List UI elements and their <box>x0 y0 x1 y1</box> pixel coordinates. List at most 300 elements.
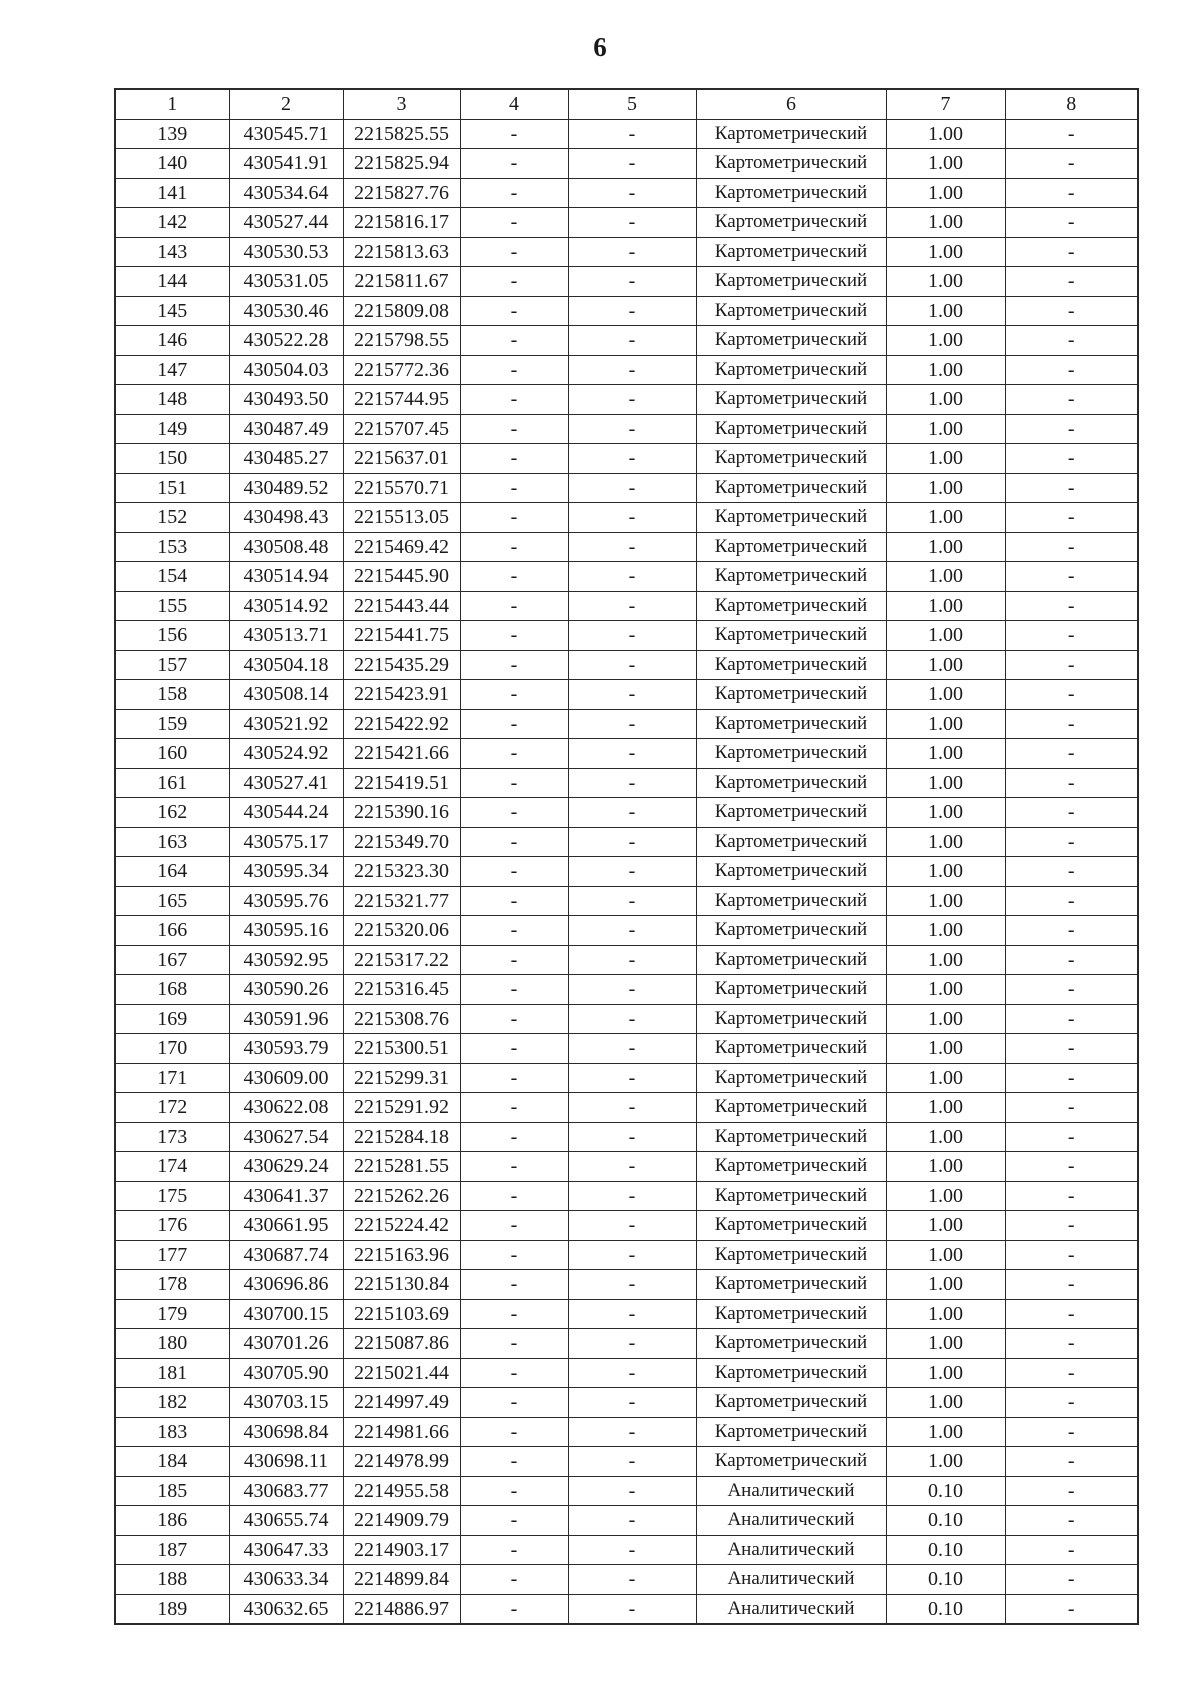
x-coordinate-cell: 430575.17 <box>229 827 343 857</box>
x-coordinate-cell: 430514.94 <box>229 562 343 592</box>
col8-cell: - <box>1005 650 1138 680</box>
col5-cell: - <box>568 473 696 503</box>
table-row <box>115 355 1138 385</box>
point-number-cell: 186 <box>115 1506 229 1536</box>
accuracy-cell: 1.00 <box>886 945 1005 975</box>
table-row <box>115 1122 1138 1152</box>
point-number-cell: 142 <box>115 208 229 238</box>
method-cell: Картометрический <box>696 385 886 415</box>
col5-cell: - <box>568 709 696 739</box>
x-coordinate-cell: 430534.64 <box>229 178 343 208</box>
method-cell: Картометрический <box>696 178 886 208</box>
table-row <box>115 1476 1138 1506</box>
method-cell: Картометрический <box>696 1447 886 1477</box>
accuracy-cell: 1.00 <box>886 886 1005 916</box>
y-coordinate-cell: 2215813.63 <box>343 237 460 267</box>
accuracy-cell: 1.00 <box>886 414 1005 444</box>
method-cell: Картометрический <box>696 1329 886 1359</box>
col5-cell: - <box>568 414 696 444</box>
col8-cell: - <box>1005 503 1138 533</box>
point-number-cell: 140 <box>115 149 229 179</box>
col8-cell: - <box>1005 385 1138 415</box>
col8-cell: - <box>1005 1240 1138 1270</box>
x-coordinate-cell: 430629.24 <box>229 1152 343 1182</box>
col5-cell: - <box>568 1240 696 1270</box>
y-coordinate-cell: 2215291.92 <box>343 1093 460 1123</box>
x-coordinate-cell: 430530.53 <box>229 237 343 267</box>
col4-cell: - <box>460 178 568 208</box>
point-number-cell: 164 <box>115 857 229 887</box>
x-coordinate-cell: 430627.54 <box>229 1122 343 1152</box>
y-coordinate-cell: 2215772.36 <box>343 355 460 385</box>
method-cell: Картометрический <box>696 267 886 297</box>
x-coordinate-cell: 430703.15 <box>229 1388 343 1418</box>
column-header: 8 <box>1005 89 1138 119</box>
accuracy-cell: 1.00 <box>886 1299 1005 1329</box>
x-coordinate-cell: 430522.28 <box>229 326 343 356</box>
page-number: 6 <box>593 32 607 62</box>
x-coordinate-cell: 430489.52 <box>229 473 343 503</box>
y-coordinate-cell: 2215087.86 <box>343 1329 460 1359</box>
col4-cell: - <box>460 385 568 415</box>
table-row <box>115 1417 1138 1447</box>
col8-cell: - <box>1005 768 1138 798</box>
point-number-cell: 170 <box>115 1034 229 1064</box>
y-coordinate-cell: 2215419.51 <box>343 768 460 798</box>
col4-cell: - <box>460 1299 568 1329</box>
coordinates-table <box>114 88 1139 1625</box>
table-row <box>115 414 1138 444</box>
method-cell: Картометрический <box>696 591 886 621</box>
col5-cell: - <box>568 857 696 887</box>
x-coordinate-cell: 430683.77 <box>229 1476 343 1506</box>
method-cell: Картометрический <box>696 237 886 267</box>
point-number-cell: 189 <box>115 1594 229 1624</box>
accuracy-cell: 1.00 <box>886 119 1005 149</box>
col4-cell: - <box>460 1034 568 1064</box>
col5-cell: - <box>568 975 696 1005</box>
col5-cell: - <box>568 237 696 267</box>
col4-cell: - <box>460 208 568 238</box>
col5-cell: - <box>568 591 696 621</box>
method-cell: Картометрический <box>696 532 886 562</box>
x-coordinate-cell: 430592.95 <box>229 945 343 975</box>
table-row <box>115 1299 1138 1329</box>
x-coordinate-cell: 430493.50 <box>229 385 343 415</box>
point-number-cell: 145 <box>115 296 229 326</box>
table-row <box>115 532 1138 562</box>
table-row <box>115 1093 1138 1123</box>
x-coordinate-cell: 430687.74 <box>229 1240 343 1270</box>
method-cell: Картометрический <box>696 1417 886 1447</box>
point-number-cell: 153 <box>115 532 229 562</box>
accuracy-cell: 1.00 <box>886 1329 1005 1359</box>
x-coordinate-cell: 430632.65 <box>229 1594 343 1624</box>
accuracy-cell: 1.00 <box>886 385 1005 415</box>
accuracy-cell: 1.00 <box>886 473 1005 503</box>
table-row <box>115 267 1138 297</box>
table-row <box>115 503 1138 533</box>
col5-cell: - <box>568 296 696 326</box>
accuracy-cell: 1.00 <box>886 857 1005 887</box>
col5-cell: - <box>568 1063 696 1093</box>
table-row <box>115 1594 1138 1624</box>
point-number-cell: 168 <box>115 975 229 1005</box>
accuracy-cell: 1.00 <box>886 1447 1005 1477</box>
point-number-cell: 178 <box>115 1270 229 1300</box>
col4-cell: - <box>460 798 568 828</box>
y-coordinate-cell: 2215469.42 <box>343 532 460 562</box>
col8-cell: - <box>1005 1417 1138 1447</box>
x-coordinate-cell: 430655.74 <box>229 1506 343 1536</box>
x-coordinate-cell: 430698.84 <box>229 1417 343 1447</box>
method-cell: Картометрический <box>696 650 886 680</box>
col5-cell: - <box>568 326 696 356</box>
col4-cell: - <box>460 296 568 326</box>
table-row <box>115 886 1138 916</box>
table-row <box>115 1004 1138 1034</box>
y-coordinate-cell: 2215321.77 <box>343 886 460 916</box>
y-coordinate-cell: 2215423.91 <box>343 680 460 710</box>
col4-cell: - <box>460 591 568 621</box>
col4-cell: - <box>460 916 568 946</box>
accuracy-cell: 0.10 <box>886 1535 1005 1565</box>
y-coordinate-cell: 2215827.76 <box>343 178 460 208</box>
method-cell: Картометрический <box>696 503 886 533</box>
col8-cell: - <box>1005 1594 1138 1624</box>
col4-cell: - <box>460 739 568 769</box>
y-coordinate-cell: 2214903.17 <box>343 1535 460 1565</box>
accuracy-cell: 0.10 <box>886 1565 1005 1595</box>
x-coordinate-cell: 430622.08 <box>229 1093 343 1123</box>
method-cell: Картометрический <box>696 562 886 592</box>
table-row <box>115 237 1138 267</box>
accuracy-cell: 1.00 <box>886 1152 1005 1182</box>
accuracy-cell: 1.00 <box>886 739 1005 769</box>
accuracy-cell: 1.00 <box>886 444 1005 474</box>
y-coordinate-cell: 2215570.71 <box>343 473 460 503</box>
y-coordinate-cell: 2215021.44 <box>343 1358 460 1388</box>
x-coordinate-cell: 430698.11 <box>229 1447 343 1477</box>
col8-cell: - <box>1005 267 1138 297</box>
col8-cell: - <box>1005 1093 1138 1123</box>
point-number-cell: 151 <box>115 473 229 503</box>
col5-cell: - <box>568 1122 696 1152</box>
x-coordinate-cell: 430595.34 <box>229 857 343 887</box>
point-number-cell: 146 <box>115 326 229 356</box>
x-coordinate-cell: 430485.27 <box>229 444 343 474</box>
method-cell: Картометрический <box>696 1004 886 1034</box>
y-coordinate-cell: 2215744.95 <box>343 385 460 415</box>
y-coordinate-cell: 2214978.99 <box>343 1447 460 1477</box>
col4-cell: - <box>460 886 568 916</box>
col5-cell: - <box>568 768 696 798</box>
accuracy-cell: 1.00 <box>886 1122 1005 1152</box>
accuracy-cell: 1.00 <box>886 650 1005 680</box>
col4-cell: - <box>460 945 568 975</box>
point-number-cell: 156 <box>115 621 229 651</box>
point-number-cell: 171 <box>115 1063 229 1093</box>
col5-cell: - <box>568 149 696 179</box>
x-coordinate-cell: 430504.18 <box>229 650 343 680</box>
point-number-cell: 159 <box>115 709 229 739</box>
accuracy-cell: 1.00 <box>886 237 1005 267</box>
col4-cell: - <box>460 1535 568 1565</box>
method-cell: Картометрический <box>696 621 886 651</box>
col4-cell: - <box>460 1388 568 1418</box>
x-coordinate-cell: 430541.91 <box>229 149 343 179</box>
col8-cell: - <box>1005 562 1138 592</box>
col5-cell: - <box>568 562 696 592</box>
point-number-cell: 167 <box>115 945 229 975</box>
col5-cell: - <box>568 1594 696 1624</box>
col5-cell: - <box>568 827 696 857</box>
table-row <box>115 444 1138 474</box>
y-coordinate-cell: 2215435.29 <box>343 650 460 680</box>
col4-cell: - <box>460 444 568 474</box>
method-cell: Картометрический <box>696 1034 886 1064</box>
table-row <box>115 1211 1138 1241</box>
col4-cell: - <box>460 1181 568 1211</box>
col8-cell: - <box>1005 886 1138 916</box>
point-number-cell: 176 <box>115 1211 229 1241</box>
accuracy-cell: 1.00 <box>886 680 1005 710</box>
table-row <box>115 975 1138 1005</box>
method-cell: Картометрический <box>696 326 886 356</box>
col4-cell: - <box>460 532 568 562</box>
col8-cell: - <box>1005 444 1138 474</box>
col8-cell: - <box>1005 532 1138 562</box>
method-cell: Картометрический <box>696 1152 886 1182</box>
y-coordinate-cell: 2214899.84 <box>343 1565 460 1595</box>
col8-cell: - <box>1005 975 1138 1005</box>
col5-cell: - <box>568 798 696 828</box>
y-coordinate-cell: 2214909.79 <box>343 1506 460 1536</box>
column-header: 7 <box>886 89 1005 119</box>
table-row <box>115 680 1138 710</box>
accuracy-cell: 1.00 <box>886 768 1005 798</box>
point-number-cell: 143 <box>115 237 229 267</box>
col8-cell: - <box>1005 237 1138 267</box>
method-cell: Картометрический <box>696 768 886 798</box>
col8-cell: - <box>1005 119 1138 149</box>
method-cell: Картометрический <box>696 1122 886 1152</box>
col8-cell: - <box>1005 680 1138 710</box>
method-cell: Картометрический <box>696 1299 886 1329</box>
y-coordinate-cell: 2215300.51 <box>343 1034 460 1064</box>
method-cell: Картометрический <box>696 444 886 474</box>
point-number-cell: 163 <box>115 827 229 857</box>
col8-cell: - <box>1005 798 1138 828</box>
method-cell: Картометрический <box>696 149 886 179</box>
col5-cell: - <box>568 1093 696 1123</box>
accuracy-cell: 1.00 <box>886 178 1005 208</box>
col4-cell: - <box>460 562 568 592</box>
table-row <box>115 208 1138 238</box>
method-cell: Картометрический <box>696 1211 886 1241</box>
col4-cell: - <box>460 1093 568 1123</box>
col8-cell: - <box>1005 827 1138 857</box>
accuracy-cell: 1.00 <box>886 1004 1005 1034</box>
y-coordinate-cell: 2214981.66 <box>343 1417 460 1447</box>
y-coordinate-cell: 2215281.55 <box>343 1152 460 1182</box>
col5-cell: - <box>568 945 696 975</box>
table-row <box>115 473 1138 503</box>
point-number-cell: 184 <box>115 1447 229 1477</box>
col8-cell: - <box>1005 178 1138 208</box>
col4-cell: - <box>460 621 568 651</box>
method-cell: Аналитический <box>696 1565 886 1595</box>
method-cell: Картометрический <box>696 680 886 710</box>
x-coordinate-cell: 430701.26 <box>229 1329 343 1359</box>
y-coordinate-cell: 2215422.92 <box>343 709 460 739</box>
col8-cell: - <box>1005 1447 1138 1477</box>
col4-cell: - <box>460 709 568 739</box>
x-coordinate-cell: 430590.26 <box>229 975 343 1005</box>
col4-cell: - <box>460 355 568 385</box>
col4-cell: - <box>460 326 568 356</box>
point-number-cell: 180 <box>115 1329 229 1359</box>
point-number-cell: 150 <box>115 444 229 474</box>
col5-cell: - <box>568 739 696 769</box>
table-row <box>115 1358 1138 1388</box>
col8-cell: - <box>1005 1181 1138 1211</box>
method-cell: Картометрический <box>696 827 886 857</box>
table-row <box>115 385 1138 415</box>
method-cell: Картометрический <box>696 1093 886 1123</box>
accuracy-cell: 1.00 <box>886 326 1005 356</box>
col5-cell: - <box>568 1476 696 1506</box>
x-coordinate-cell: 430544.24 <box>229 798 343 828</box>
y-coordinate-cell: 2215809.08 <box>343 296 460 326</box>
col5-cell: - <box>568 1152 696 1182</box>
col4-cell: - <box>460 1565 568 1595</box>
col8-cell: - <box>1005 916 1138 946</box>
col8-cell: - <box>1005 326 1138 356</box>
point-number-cell: 187 <box>115 1535 229 1565</box>
method-cell: Картометрический <box>696 1063 886 1093</box>
y-coordinate-cell: 2215825.55 <box>343 119 460 149</box>
table-row <box>115 1152 1138 1182</box>
table-row <box>115 1388 1138 1418</box>
point-number-cell: 185 <box>115 1476 229 1506</box>
col8-cell: - <box>1005 1211 1138 1241</box>
column-header: 6 <box>696 89 886 119</box>
col8-cell: - <box>1005 1388 1138 1418</box>
x-coordinate-cell: 430487.49 <box>229 414 343 444</box>
x-coordinate-cell: 430705.90 <box>229 1358 343 1388</box>
x-coordinate-cell: 430595.76 <box>229 886 343 916</box>
table-row <box>115 119 1138 149</box>
accuracy-cell: 1.00 <box>886 1093 1005 1123</box>
point-number-cell: 152 <box>115 503 229 533</box>
point-number-cell: 175 <box>115 1181 229 1211</box>
col8-cell: - <box>1005 296 1138 326</box>
table-row <box>115 1240 1138 1270</box>
y-coordinate-cell: 2215811.67 <box>343 267 460 297</box>
accuracy-cell: 1.00 <box>886 1358 1005 1388</box>
col5-cell: - <box>568 1004 696 1034</box>
col4-cell: - <box>460 1476 568 1506</box>
accuracy-cell: 1.00 <box>886 532 1005 562</box>
col5-cell: - <box>568 916 696 946</box>
method-cell: Картометрический <box>696 414 886 444</box>
col5-cell: - <box>568 532 696 562</box>
point-number-cell: 147 <box>115 355 229 385</box>
accuracy-cell: 1.00 <box>886 1270 1005 1300</box>
col8-cell: - <box>1005 1506 1138 1536</box>
method-cell: Аналитический <box>696 1476 886 1506</box>
x-coordinate-cell: 430524.92 <box>229 739 343 769</box>
table-row <box>115 1565 1138 1595</box>
method-cell: Картометрический <box>696 1270 886 1300</box>
x-coordinate-cell: 430527.41 <box>229 768 343 798</box>
col4-cell: - <box>460 1211 568 1241</box>
table-body <box>115 119 1138 1624</box>
point-number-cell: 148 <box>115 385 229 415</box>
x-coordinate-cell: 430513.71 <box>229 621 343 651</box>
table-row <box>115 798 1138 828</box>
table-row <box>115 1034 1138 1064</box>
col8-cell: - <box>1005 208 1138 238</box>
y-coordinate-cell: 2215284.18 <box>343 1122 460 1152</box>
point-number-cell: 160 <box>115 739 229 769</box>
table-row <box>115 1181 1138 1211</box>
col4-cell: - <box>460 1417 568 1447</box>
x-coordinate-cell: 430591.96 <box>229 1004 343 1034</box>
table-row <box>115 827 1138 857</box>
col5-cell: - <box>568 886 696 916</box>
point-number-cell: 179 <box>115 1299 229 1329</box>
col5-cell: - <box>568 1388 696 1418</box>
col8-cell: - <box>1005 945 1138 975</box>
col8-cell: - <box>1005 1535 1138 1565</box>
method-cell: Картометрический <box>696 916 886 946</box>
col5-cell: - <box>568 680 696 710</box>
point-number-cell: 154 <box>115 562 229 592</box>
table-row <box>115 857 1138 887</box>
table-row <box>115 945 1138 975</box>
method-cell: Картометрический <box>696 208 886 238</box>
col5-cell: - <box>568 385 696 415</box>
table-row <box>115 178 1138 208</box>
method-cell: Картометрический <box>696 857 886 887</box>
y-coordinate-cell: 2215421.66 <box>343 739 460 769</box>
col5-cell: - <box>568 1417 696 1447</box>
col8-cell: - <box>1005 1270 1138 1300</box>
point-number-cell: 165 <box>115 886 229 916</box>
accuracy-cell: 1.00 <box>886 1034 1005 1064</box>
col5-cell: - <box>568 650 696 680</box>
col8-cell: - <box>1005 1063 1138 1093</box>
method-cell: Картометрический <box>696 1388 886 1418</box>
x-coordinate-cell: 430700.15 <box>229 1299 343 1329</box>
col4-cell: - <box>460 1240 568 1270</box>
point-number-cell: 166 <box>115 916 229 946</box>
col8-cell: - <box>1005 355 1138 385</box>
accuracy-cell: 1.00 <box>886 149 1005 179</box>
point-number-cell: 183 <box>115 1417 229 1447</box>
y-coordinate-cell: 2215262.26 <box>343 1181 460 1211</box>
col5-cell: - <box>568 1506 696 1536</box>
col5-cell: - <box>568 444 696 474</box>
method-cell: Аналитический <box>696 1594 886 1624</box>
accuracy-cell: 0.10 <box>886 1594 1005 1624</box>
y-coordinate-cell: 2215349.70 <box>343 827 460 857</box>
x-coordinate-cell: 430527.44 <box>229 208 343 238</box>
col4-cell: - <box>460 1329 568 1359</box>
accuracy-cell: 1.00 <box>886 827 1005 857</box>
